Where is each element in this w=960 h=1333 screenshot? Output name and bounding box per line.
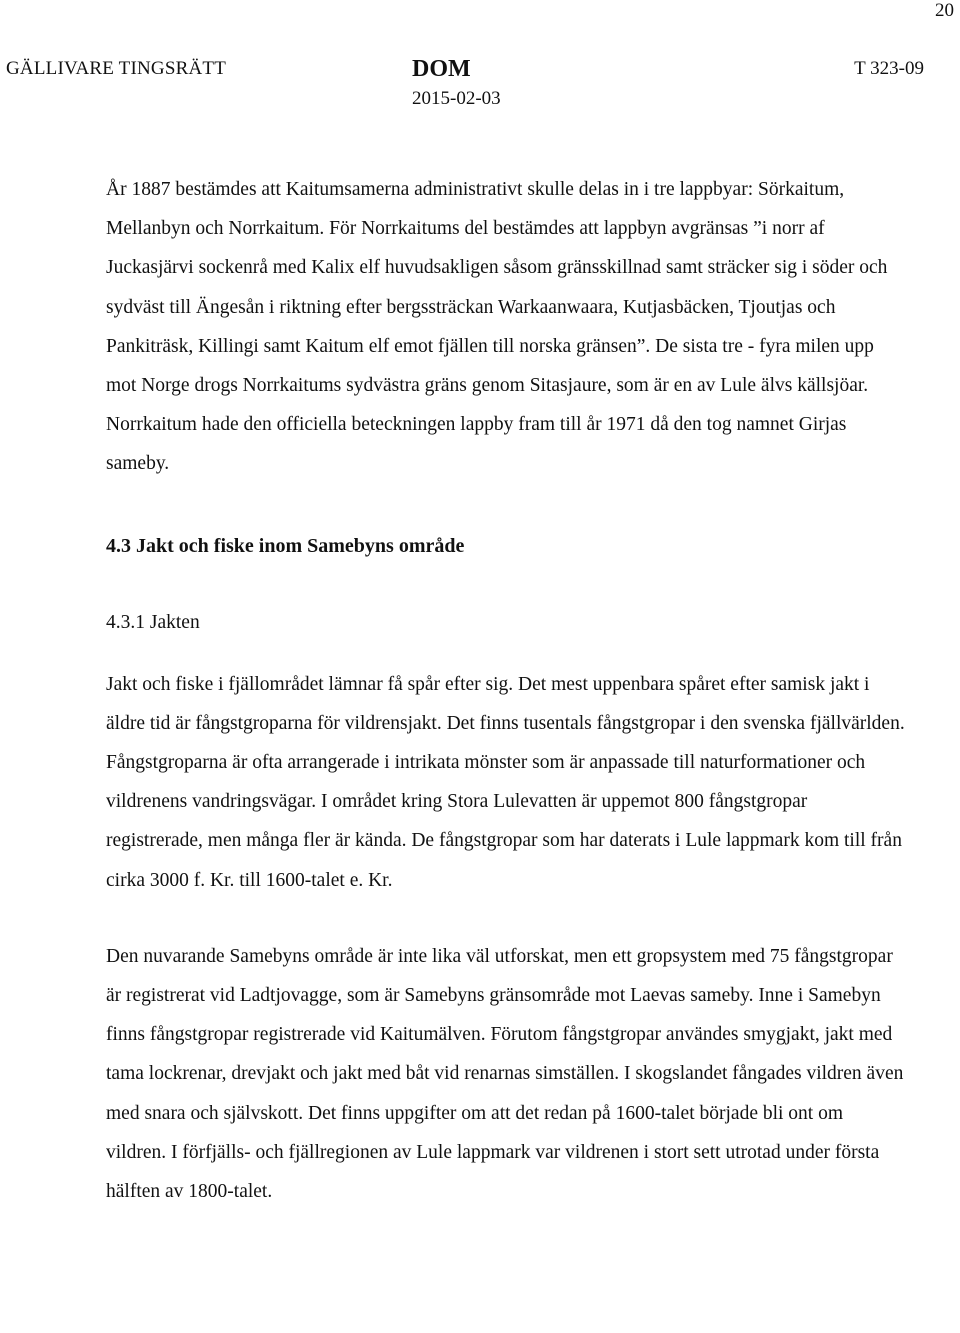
paragraph-fangstgropar: Jakt och fiske i fjällområdet lämnar få spår efter sig. Det mest uppenbara spåret efter samisk jakt i äldre tid är fångstgroparna för vildrensjakt. Det finns tusentals fångstgropar i den svenska fjällvärlden. Fångstgroparna är ofta arrangerade i intrikata mönster som är anpassade till naturformationer och vildrenens vandringsvägar. I området kring Stora Lulevatten är uppemot 800 fångstgropar registrerade, men många fler är kända. De fångstgropar som har daterats i Lule lappmark kom till från cirka 3000 f. Kr. till 1600-talet e. Kr. bbox=[106, 673, 905, 891]
court-name: GÄLLIVARE TINGSRÄTT bbox=[6, 58, 227, 79]
page-number: 20 bbox=[935, 0, 954, 21]
document-type: DOM bbox=[412, 56, 471, 82]
subsection-heading: 4.3.1 Jakten bbox=[106, 611, 200, 633]
paragraph-lappbyar: År 1887 bestämdes att Kaitumsamerna administrativt skulle delas in i tre lappbyar: Sörkaitum, Mellanbyn och Norrkaitum. För Norrkaitums del bestämdes att lappbyn avgränsas ”i norr af Juckasjärvi sockenrå med Kalix elf huvudsakligen såsom gränsskillnad samt sträcker sig i söder och sydväst till Ängesån i riktning efter bergssträckan Warkaanwaara, Kutjasbäcken, Tjoutjas och Pankiträsk, Killingi samt Kaitum elf emot fjällen till norska gränsen”. De sista tre - fyra milen upp mot Norge drogs Norrkaitums sydvästra gräns genom Sitasjaure, som är en av Lule älvs källsjöar. Norrkaitum hade den officiella beteckningen lappby fram till år 1971 då den tog namnet Girjas sameby. bbox=[106, 179, 888, 475]
paragraph-samebyns-omrade: Den nuvarande Samebyns område är inte lika väl utforskat, men ett gropsystem med 75 fångstgropar är registrerat vid Ladtjovagge, som är Samebyns gränsområde mot Laevas sameby. Inne i Samebyn finns fångstgropar registrerade vid Kaitumälven. Förutom fångstgropar användes smygjakt, jakt med tama lockrenar, drevjakt och jakt med båt vid renarnas simställen. I skogslandet fångades vildren även med snara och självskott. Det finns uppgifter om att det redan på 1600-talet började bli ont om vildren. I förfjälls- och fjällregionen av Lule lappmark var vildrenen i stort sett utrotad under första hälften av 1800-talet. bbox=[106, 945, 904, 1203]
section-heading: 4.3 Jakt och fiske inom Samebyns område bbox=[106, 534, 465, 557]
case-number: T 323-09 bbox=[854, 58, 924, 79]
document-header bbox=[0, 57, 960, 117]
document-body bbox=[106, 170, 906, 1211]
document-date: 2015-02-03 bbox=[412, 88, 501, 109]
